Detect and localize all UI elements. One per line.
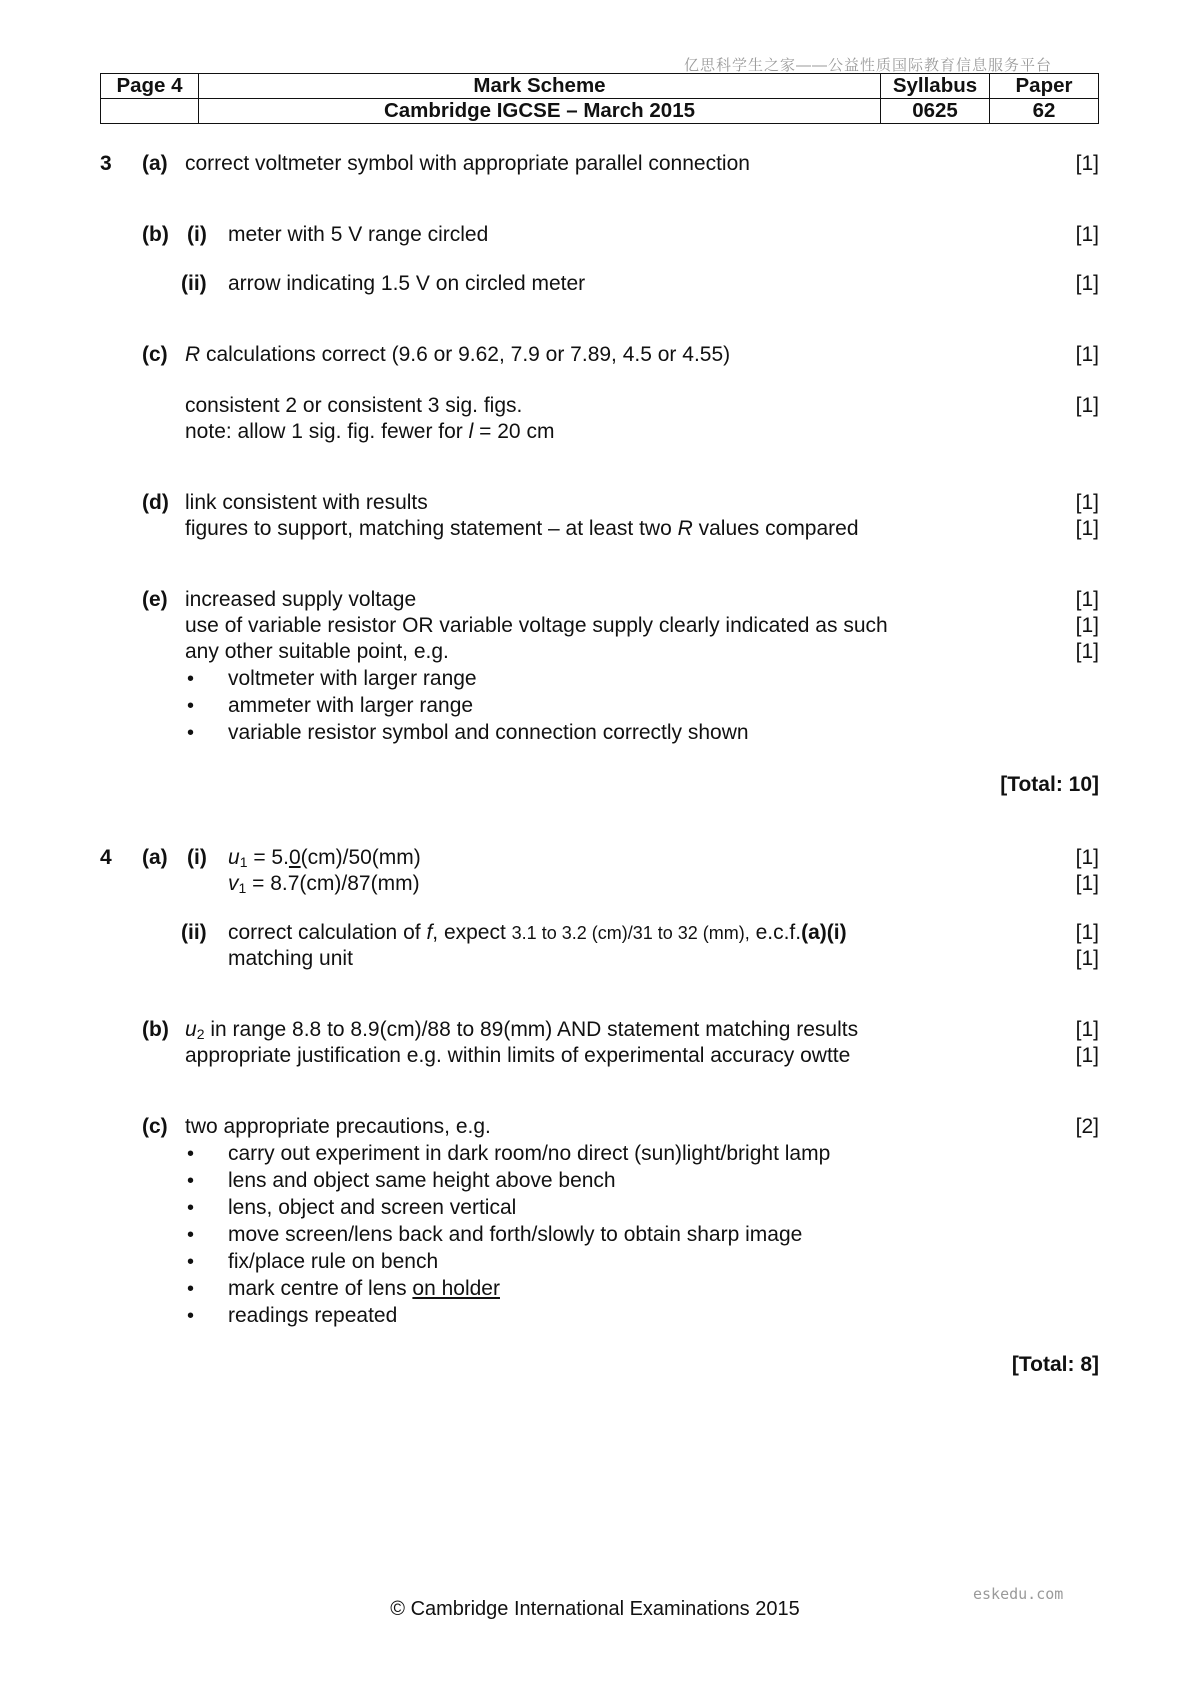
q4c-label: (c) bbox=[142, 1115, 168, 1138]
q4a-label: (a) bbox=[142, 846, 168, 869]
u-subscript: 1 bbox=[239, 854, 248, 870]
q4c-bullet: lens and object same height above bench bbox=[228, 1169, 616, 1192]
q4aii-mark1: [1] bbox=[1075, 921, 1099, 944]
q4c-bullet6-prefix: mark centre of lens bbox=[228, 1277, 413, 1300]
q4aii-prefix: correct calculation of bbox=[228, 921, 427, 944]
q3c-note-suffix: = 20 cm bbox=[473, 420, 555, 443]
q3bii-label: (ii) bbox=[181, 272, 207, 295]
header-title: Mark Scheme bbox=[199, 74, 881, 99]
bullet-icon: • bbox=[187, 1305, 195, 1327]
q4aii-line1 bbox=[228, 920, 847, 946]
header-syllabus-value: 0625 bbox=[881, 99, 990, 124]
q4ai-u-underlined: 0 bbox=[288, 846, 301, 869]
q3d-mark1: [1] bbox=[1075, 491, 1099, 514]
q3c-line1 bbox=[185, 342, 730, 368]
q3c-mark1: [1] bbox=[1075, 343, 1099, 366]
q3e-mark3: [1] bbox=[1075, 640, 1099, 663]
q4ai-v-line bbox=[228, 871, 420, 897]
q3e-bullet: voltmeter with larger range bbox=[228, 667, 477, 690]
q4-total: [Total: 8] bbox=[1011, 1353, 1099, 1376]
q3e-mark1: [1] bbox=[1075, 588, 1099, 611]
q4ai-label: (i) bbox=[187, 846, 207, 869]
q3a-mark: [1] bbox=[1075, 152, 1099, 175]
q3bii-text: arrow indicating 1.5 V on circled meter bbox=[228, 272, 586, 295]
watermark-top: 亿思科学生之家——公益性质国际教育信息服务平台 bbox=[684, 57, 1053, 74]
q3-number: 3 bbox=[100, 152, 112, 175]
q3e-mark2: [1] bbox=[1075, 614, 1099, 637]
q4c-bullet6-underlined: on holder bbox=[412, 1277, 500, 1300]
q3bi-text: meter with 5 V range circled bbox=[228, 223, 489, 246]
q4c-bullet: lens, object and screen vertical bbox=[228, 1196, 517, 1219]
q4aii-ecf-ref: (a)(i) bbox=[801, 921, 847, 944]
r-symbol: R bbox=[677, 517, 693, 540]
q4b-mark2: [1] bbox=[1075, 1044, 1099, 1067]
q3e-bullet: ammeter with larger range bbox=[228, 694, 474, 717]
q4ai-v-mark: [1] bbox=[1075, 872, 1099, 895]
header-syllabus-label: Syllabus bbox=[881, 74, 990, 99]
q3d-line2-prefix: figures to support, matching statement – at least two bbox=[185, 517, 678, 540]
q4c-bullet: move screen/lens back and forth/slowly to obtain sharp image bbox=[228, 1223, 803, 1246]
q3bi-mark: [1] bbox=[1075, 223, 1099, 246]
q4c-bullet: carry out experiment in dark room/no direct (sun)light/bright lamp bbox=[228, 1142, 831, 1165]
header-paper-value: 62 bbox=[990, 99, 1099, 124]
header-table bbox=[100, 73, 1099, 124]
q3e-bullet: variable resistor symbol and connection correctly shown bbox=[228, 721, 749, 744]
q3d-mark2: [1] bbox=[1075, 517, 1099, 540]
q4c-mark: [2] bbox=[1075, 1115, 1099, 1138]
r-symbol: R bbox=[185, 343, 201, 366]
q3a-label: (a) bbox=[142, 152, 168, 175]
q4aii-ecf: e.c.f. bbox=[749, 921, 802, 944]
q3c-label: (c) bbox=[142, 343, 168, 366]
v-symbol: v bbox=[228, 872, 239, 895]
q3c-note bbox=[185, 419, 554, 445]
q4-number: 4 bbox=[100, 846, 112, 869]
bullet-icon: • bbox=[187, 1143, 195, 1165]
q3bii-mark: [1] bbox=[1075, 272, 1099, 295]
q3bi-label: (i) bbox=[187, 223, 207, 246]
q4b-line2: appropriate justification e.g. within limits of experimental accuracy owtte bbox=[185, 1044, 851, 1067]
q4b-line1-text: in range 8.8 to 8.9(cm)/88 to 89(mm) AND statement matching results bbox=[204, 1018, 859, 1041]
q4ai-u-post: (cm)/50(mm) bbox=[300, 846, 421, 869]
f-symbol: f bbox=[426, 921, 433, 944]
bullet-icon: • bbox=[187, 722, 195, 744]
u-subscript: 2 bbox=[196, 1026, 205, 1042]
q4aii-line2: matching unit bbox=[228, 947, 353, 970]
q3e-line2: use of variable resistor OR variable voltage supply clearly indicated as such bbox=[185, 614, 888, 637]
q4b-mark1: [1] bbox=[1075, 1018, 1099, 1041]
q4ai-u-pre: = 5. bbox=[247, 846, 289, 869]
u-symbol: u bbox=[228, 846, 240, 869]
q3-total: [Total: 10] bbox=[1000, 773, 1099, 796]
q3c-mark2: [1] bbox=[1075, 394, 1099, 417]
q3c-line2: consistent 2 or consistent 3 sig. figs. bbox=[185, 394, 523, 417]
v-subscript: 1 bbox=[238, 880, 247, 896]
q3c-line1-text: calculations correct (9.6 or 9.62, 7.9 or 7.89, 4.5 or 4.55) bbox=[200, 343, 731, 366]
header-paper-label: Paper bbox=[990, 74, 1099, 99]
bullet-icon: • bbox=[187, 1170, 195, 1192]
l-symbol: l bbox=[468, 420, 474, 443]
footer-copyright: © Cambridge International Examinations 2015 bbox=[390, 1598, 800, 1620]
q4ai-v-text: = 8.7(cm)/87(mm) bbox=[246, 872, 420, 895]
bullet-icon: • bbox=[187, 695, 195, 717]
q3e-label: (e) bbox=[142, 588, 168, 611]
bullet-icon: • bbox=[187, 1251, 195, 1273]
q4aii-mid: , expect bbox=[432, 921, 512, 944]
q4b-label: (b) bbox=[142, 1018, 169, 1041]
bullet-icon: • bbox=[187, 668, 195, 690]
q3e-line3: any other suitable point, e.g. bbox=[185, 640, 449, 663]
q4aii-expected-range: 3.1 to 3.2 (cm)/31 to 32 (mm), bbox=[511, 923, 750, 943]
u-symbol: u bbox=[185, 1018, 197, 1041]
q4c-line1: two appropriate precautions, e.g. bbox=[185, 1115, 491, 1138]
watermark-bottom: eskedu.com bbox=[973, 1585, 1064, 1603]
q4b-line1 bbox=[185, 1017, 858, 1043]
header-page: Page 4 bbox=[101, 74, 199, 99]
bullet-icon: • bbox=[187, 1197, 195, 1219]
bullet-icon: • bbox=[187, 1224, 195, 1246]
q3a-text: correct voltmeter symbol with appropriate parallel connection bbox=[185, 152, 750, 175]
q3d-line2-suffix: values compared bbox=[692, 517, 859, 540]
q4c-bullet: readings repeated bbox=[228, 1304, 398, 1327]
q4ai-u-mark: [1] bbox=[1075, 846, 1099, 869]
q4aii-mark2: [1] bbox=[1075, 947, 1099, 970]
q3d-line1: link consistent with results bbox=[185, 491, 428, 514]
q3c-note-prefix: note: allow 1 sig. fig. fewer for bbox=[185, 420, 469, 443]
q4ai-u-line bbox=[228, 845, 421, 871]
q3d-label: (d) bbox=[142, 491, 169, 514]
q3e-line1: increased supply voltage bbox=[185, 588, 417, 611]
q3d-line2 bbox=[185, 516, 859, 542]
bullet-icon: • bbox=[187, 1278, 195, 1300]
q3b-label: (b) bbox=[142, 223, 169, 246]
q4c-bullet bbox=[228, 1276, 500, 1302]
header-empty-cell bbox=[101, 99, 199, 124]
q4aii-label: (ii) bbox=[181, 921, 207, 944]
header-subtitle: Cambridge IGCSE – March 2015 bbox=[199, 99, 881, 124]
q4c-bullet: fix/place rule on bench bbox=[228, 1250, 439, 1273]
